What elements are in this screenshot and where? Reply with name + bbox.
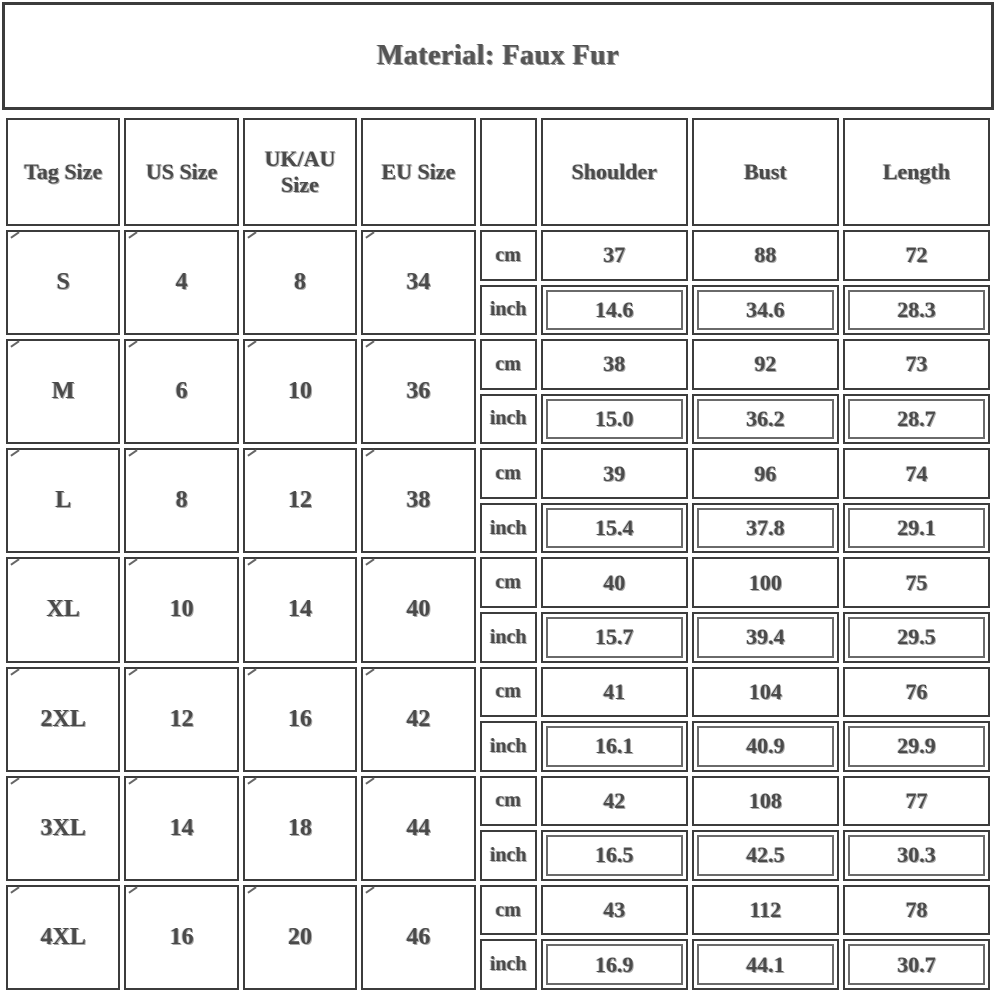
ukau-size-cell: 14 <box>243 557 357 662</box>
header-eu-size: EU Size <box>361 118 475 226</box>
eu-size-cell: 44 <box>361 776 475 881</box>
header-ukau-line1: UK/AU <box>264 145 336 171</box>
bust-cm-cell: 112 <box>692 885 839 936</box>
unit-inch-label: inch <box>480 503 537 554</box>
unit-cm-label: cm <box>480 339 537 390</box>
bust-inch-cell: 40.9 <box>692 721 839 772</box>
material-title-box <box>2 2 994 110</box>
header-shoulder: Shoulder <box>541 118 688 226</box>
length-cm-cell: 77 <box>843 776 990 827</box>
unit-cm-label: cm <box>480 776 537 827</box>
us-size-cell: 10 <box>124 557 238 662</box>
us-size-cell: 12 <box>124 667 238 772</box>
unit-cm-label: cm <box>480 230 537 281</box>
bust-cm-cell: 100 <box>692 557 839 608</box>
bust-cm-cell: 104 <box>692 667 839 718</box>
bust-inch-cell: 36.2 <box>692 394 839 445</box>
shoulder-inch-cell: 16.1 <box>541 721 688 772</box>
header-ukau-size <box>243 118 357 226</box>
eu-size-cell: 36 <box>361 339 475 444</box>
length-inch-cell: 28.7 <box>843 394 990 445</box>
eu-size-cell: 42 <box>361 667 475 772</box>
unit-inch-label: inch <box>480 830 537 881</box>
shoulder-cm-cell: 42 <box>541 776 688 827</box>
unit-cm-label: cm <box>480 667 537 718</box>
shoulder-inch-cell: 15.4 <box>541 503 688 554</box>
us-size-cell: 8 <box>124 448 238 553</box>
table-row-cm <box>6 776 990 827</box>
length-inch-cell: 30.7 <box>843 939 990 990</box>
shoulder-cm-cell: 37 <box>541 230 688 281</box>
ukau-size-cell: 8 <box>243 230 357 335</box>
tag-size-cell: 4XL <box>6 885 120 990</box>
tag-size-cell: M <box>6 339 120 444</box>
shoulder-cm-cell: 41 <box>541 667 688 718</box>
us-size-cell: 4 <box>124 230 238 335</box>
length-cm-cell: 76 <box>843 667 990 718</box>
size-chart-table <box>2 114 994 994</box>
header-us-size: US Size <box>124 118 238 226</box>
unit-cm-label: cm <box>480 885 537 936</box>
header-tag-size: Tag Size <box>6 118 120 226</box>
shoulder-inch-cell: 14.6 <box>541 285 688 336</box>
eu-size-cell: 40 <box>361 557 475 662</box>
bust-inch-cell: 34.6 <box>692 285 839 336</box>
unit-inch-label: inch <box>480 285 537 336</box>
bust-inch-cell: 39.4 <box>692 612 839 663</box>
eu-size-cell: 46 <box>361 885 475 990</box>
length-cm-cell: 74 <box>843 448 990 499</box>
length-cm-cell: 78 <box>843 885 990 936</box>
length-inch-cell: 29.5 <box>843 612 990 663</box>
tag-size-cell: XL <box>6 557 120 662</box>
size-chart-body <box>6 230 990 990</box>
us-size-cell: 6 <box>124 339 238 444</box>
table-row-cm <box>6 339 990 390</box>
tag-size-cell: 3XL <box>6 776 120 881</box>
ukau-size-cell: 18 <box>243 776 357 881</box>
header-ukau-line2: Size <box>281 172 319 197</box>
table-row-cm <box>6 885 990 936</box>
table-row-cm <box>6 667 990 718</box>
bust-cm-cell: 96 <box>692 448 839 499</box>
table-row-cm <box>6 230 990 281</box>
unit-inch-label: inch <box>480 939 537 990</box>
length-inch-cell: 29.9 <box>843 721 990 772</box>
length-cm-cell: 73 <box>843 339 990 390</box>
ukau-size-cell: 12 <box>243 448 357 553</box>
header-length: Length <box>843 118 990 226</box>
shoulder-cm-cell: 43 <box>541 885 688 936</box>
header-bust: Bust <box>692 118 839 226</box>
length-inch-cell: 28.3 <box>843 285 990 336</box>
shoulder-cm-cell: 38 <box>541 339 688 390</box>
tag-size-cell: S <box>6 230 120 335</box>
table-row-cm <box>6 557 990 608</box>
length-inch-cell: 29.1 <box>843 503 990 554</box>
length-inch-cell: 30.3 <box>843 830 990 881</box>
tag-size-cell: 2XL <box>6 667 120 772</box>
bust-cm-cell: 108 <box>692 776 839 827</box>
bust-cm-cell: 88 <box>692 230 839 281</box>
bust-inch-cell: 44.1 <box>692 939 839 990</box>
unit-inch-label: inch <box>480 721 537 772</box>
ukau-size-cell: 16 <box>243 667 357 772</box>
ukau-size-cell: 10 <box>243 339 357 444</box>
shoulder-inch-cell: 15.7 <box>541 612 688 663</box>
us-size-cell: 16 <box>124 885 238 990</box>
table-row-cm <box>6 448 990 499</box>
bust-cm-cell: 92 <box>692 339 839 390</box>
ukau-size-cell: 20 <box>243 885 357 990</box>
shoulder-cm-cell: 40 <box>541 557 688 608</box>
eu-size-cell: 38 <box>361 448 475 553</box>
header-unit <box>480 118 537 226</box>
bust-inch-cell: 42.5 <box>692 830 839 881</box>
shoulder-inch-cell: 16.5 <box>541 830 688 881</box>
unit-inch-label: inch <box>480 394 537 445</box>
shoulder-cm-cell: 39 <box>541 448 688 499</box>
length-cm-cell: 72 <box>843 230 990 281</box>
unit-inch-label: inch <box>480 612 537 663</box>
unit-cm-label: cm <box>480 448 537 499</box>
us-size-cell: 14 <box>124 776 238 881</box>
material-title: Material: Faux Fur <box>376 40 620 71</box>
length-cm-cell: 75 <box>843 557 990 608</box>
shoulder-inch-cell: 16.9 <box>541 939 688 990</box>
header-row <box>6 118 990 226</box>
tag-size-cell: L <box>6 448 120 553</box>
bust-inch-cell: 37.8 <box>692 503 839 554</box>
shoulder-inch-cell: 15.0 <box>541 394 688 445</box>
eu-size-cell: 34 <box>361 230 475 335</box>
unit-cm-label: cm <box>480 557 537 608</box>
